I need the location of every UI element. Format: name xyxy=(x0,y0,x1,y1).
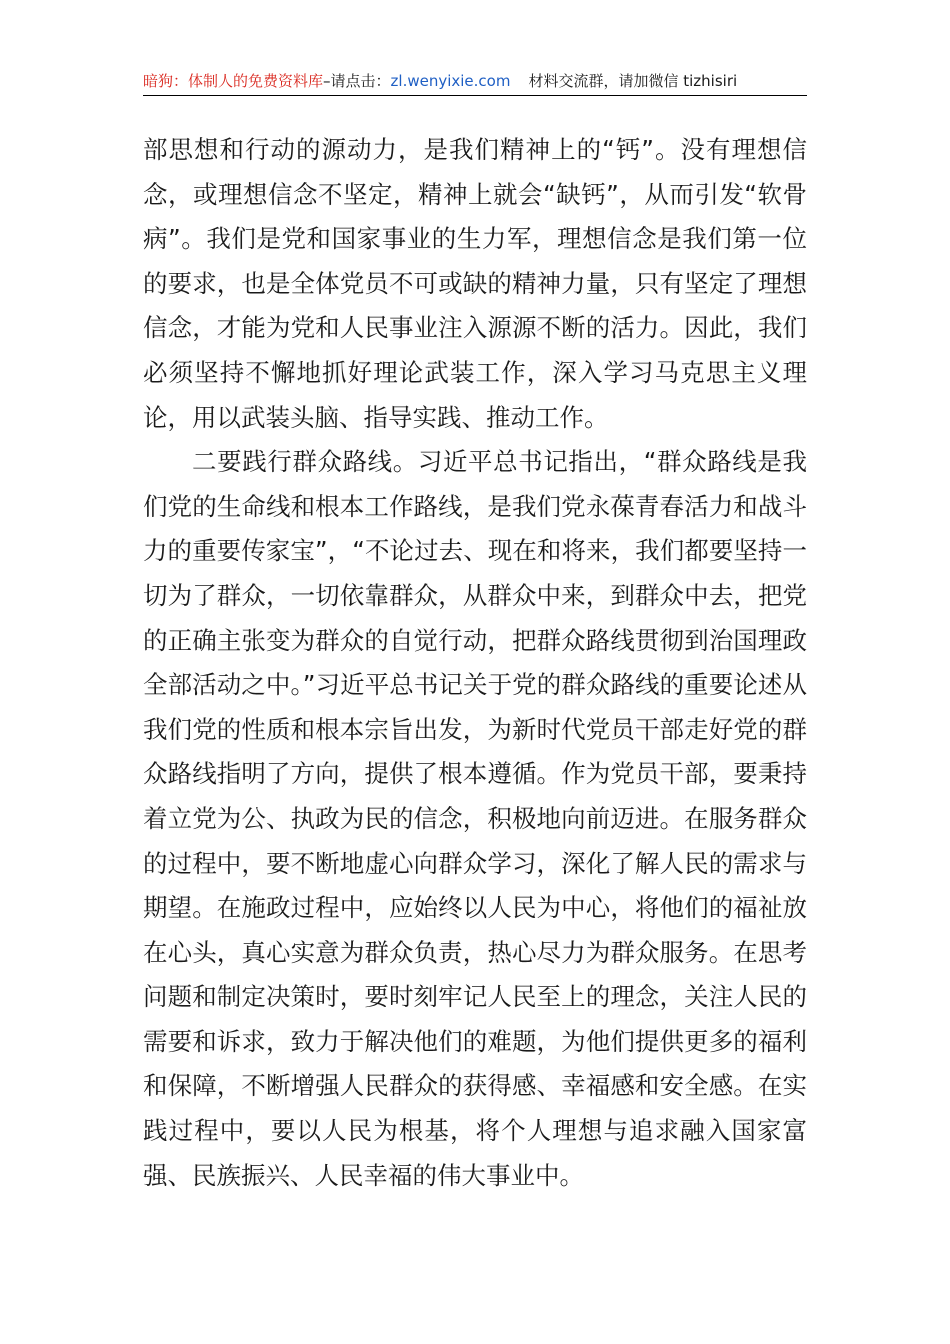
header-brand-text: 暗狗：体制人的免费资料库 xyxy=(143,72,324,90)
paragraph-mass-line: 二要践行群众路线。习近平总书记指出，“群众路线是我们党的生命线和根本工作路线，是我们党永葆青春活力和战斗力的重要传家宝”，“不论过去、现在和将来，我们都要坚持一切为了群众，一切依靠群众，从群众中来，到群众中去，把党的正确主张变为群众的自觉行动，把群众路线贯彻到治国理政全部活动之中。”习近平总书记关于党的群众路线的重要论述从我们党的性质和根本宗旨出发，为新时代党员干部走好党的群众路线指明了方向，提供了根本遵循。作为党员干部，要秉持着立党为公、执政为民的信念，积极地向前迈进。在服务群众的过程中，要不断地虚心向群众学习，深化了解人民的需求与期望。在施政过程中，应始终以人民为中心，将他们的福祉放在心头，真心实意为群众负责，热心尽力为群众服务。在思考问题和制定决策时，要时刻牢记人民至上的理念，关注人民的需要和诉求，致力于解决他们的难题，为他们提供更多的福利和保障，不断增强人民群众的获得感、幸福感和安全感。在实践过程中，要以人民为根基，将个人理想与追求融入国家富强、民族振兴、人民幸福的伟大事业中。 xyxy=(143,447,807,1190)
header-link[interactable]: zl.wenyixie.com xyxy=(390,72,511,90)
header-note: 材料交流群，请加微信 tizhisiri xyxy=(528,72,738,90)
page-header xyxy=(143,68,807,94)
paragraph-continuation: 部思想和行动的源动力，是我们精神上的“钙”。没有理想信念，或理想信念不坚定，精神上就会“缺钙”，从而引发“软骨病”。我们是党和国家事业的生力军，理想信念是我们第一位的要求，也是全体党员不可或缺的精神力量，只有坚定了理想信念，才能为党和人民事业注入源源不断的活力。因此，我们必须坚持不懈地抓好理论武装工作，深入学习马克思主义理论，用以武装头脑、指导实践、推动工作。 xyxy=(143,135,807,432)
header-divider xyxy=(143,95,807,96)
header-click-prompt: –请点击： xyxy=(323,72,391,90)
document-body xyxy=(143,128,807,1198)
